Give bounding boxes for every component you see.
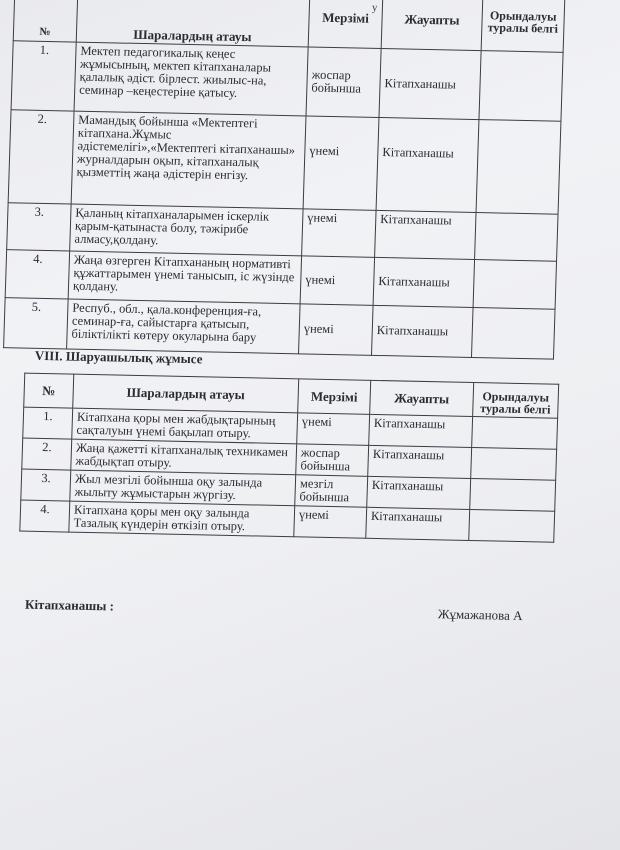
col-header-responsible: Жауапты	[381, 0, 483, 51]
row-activity: Мамандық бойынша «Мектептегі кітапхана.Жұмыс әдістемелігі»,«Мектептегі кітапханашы» журналдарын оқып, кітапханалық қызметтің жаңа әдістерін енгізу.	[71, 111, 306, 209]
row-number: 4.	[5, 250, 69, 299]
row-activity: Жыл мезгілі бойынша оқу залында жылыту жұмыстарын жүргізу.	[70, 470, 296, 506]
col-header-number: №	[13, 0, 78, 42]
col-header-term: Мерзімі	[298, 379, 371, 414]
col-header-term: Мерзімі	[308, 0, 383, 48]
row-number: 2.	[8, 110, 74, 204]
row-term: үнемі	[300, 256, 374, 306]
col-header-name: Шаралардың атауы	[73, 374, 299, 413]
row-status	[473, 259, 556, 309]
row-number: 5.	[4, 298, 69, 349]
row-responsible: Кітапханашы	[373, 257, 474, 307]
row-term: үнемі	[303, 116, 379, 210]
row-status	[469, 509, 555, 542]
row-activity: Мектеп педагогикалық кеңес жұмысының, мектеп кітапханалары қалалық әдіст. бірлест. жиылыс-на, семинар –кеңестеріне қатысу.	[74, 42, 308, 116]
col-header-status: Орындалуы туралы белгі	[473, 383, 559, 419]
col-header-name: Шаралардың атауы	[76, 0, 310, 47]
row-responsible: Кітапханашы	[375, 210, 476, 259]
row-activity: Респуб., обл., қала.конференция-ға, семинар-ға, сайыстарға қатысып, біліктілікті көтеру окуларына бару	[67, 299, 301, 354]
row-responsible: Кітапханашы	[376, 117, 479, 212]
row-term: жоспар бойынша	[296, 444, 369, 476]
col-header-number: №	[24, 373, 74, 408]
row-term: үнемі	[302, 209, 376, 258]
row-term: мезгіл бойынша	[295, 475, 368, 507]
col-header-responsible: Жауапты	[370, 380, 474, 416]
row-activity: Кітапхана қоры мен жабдықтарының сақталуын үнемі бақылап отыру.	[72, 408, 298, 444]
row-responsible: Кітапханашы	[379, 48, 481, 119]
row-responsible: Кітапханашы	[368, 445, 472, 478]
row-term: үнемі	[294, 506, 367, 538]
row-status	[479, 51, 563, 122]
row-status	[475, 213, 558, 262]
row-status	[470, 478, 556, 511]
row-responsible: Кітапханашы	[372, 305, 474, 357]
page-top-mark: у	[371, 1, 378, 14]
row-number: 3.	[7, 203, 71, 251]
row-number: 2.	[22, 438, 72, 470]
row-activity: Кітапхана қоры мен оқу залында Тазалық күндерін өткізіп отыру.	[69, 501, 295, 537]
row-number: 1.	[11, 41, 76, 111]
row-term: жоспар бойынша	[306, 47, 381, 117]
row-number: 4.	[20, 500, 70, 532]
col-header-status: Орындалуы туралы белгі	[481, 0, 565, 52]
signature-name: Жұмажанова А	[437, 606, 523, 624]
row-status	[472, 416, 558, 449]
row-activity: Қаланың кітапханаларымен іскерлік қарым-қатынаста болу, тәжірибе алмасу,қолдану.	[70, 204, 303, 256]
row-status	[471, 447, 557, 480]
row-activity: Жаңа өзгерген Кітапхананың нормативті құжаттарымен үнемі танысып, іс жүзінде қолдану.	[68, 251, 301, 304]
row-responsible: Кітапханашы	[369, 414, 473, 447]
row-number: 1.	[23, 407, 73, 439]
row-responsible: Кітапханашы	[367, 476, 471, 509]
row-responsible: Кітапханашы	[366, 507, 470, 540]
section-title-household: VIII. Шаруашылық жұмысе	[34, 347, 203, 367]
plan-table-household	[19, 373, 559, 543]
row-term: үнемі	[297, 413, 370, 445]
row-status	[476, 120, 561, 215]
table-row	[11, 41, 563, 121]
row-activity: Жаңа қажетті кітапханалық техникамен жабдықтап отыру.	[71, 439, 297, 475]
row-term: үнемі	[299, 304, 374, 356]
row-status	[471, 307, 555, 359]
table-row	[8, 110, 561, 214]
row-number: 3.	[21, 469, 71, 501]
signature-role: Кітапханашы :	[24, 596, 115, 614]
plan-table-methodical	[3, 0, 565, 360]
